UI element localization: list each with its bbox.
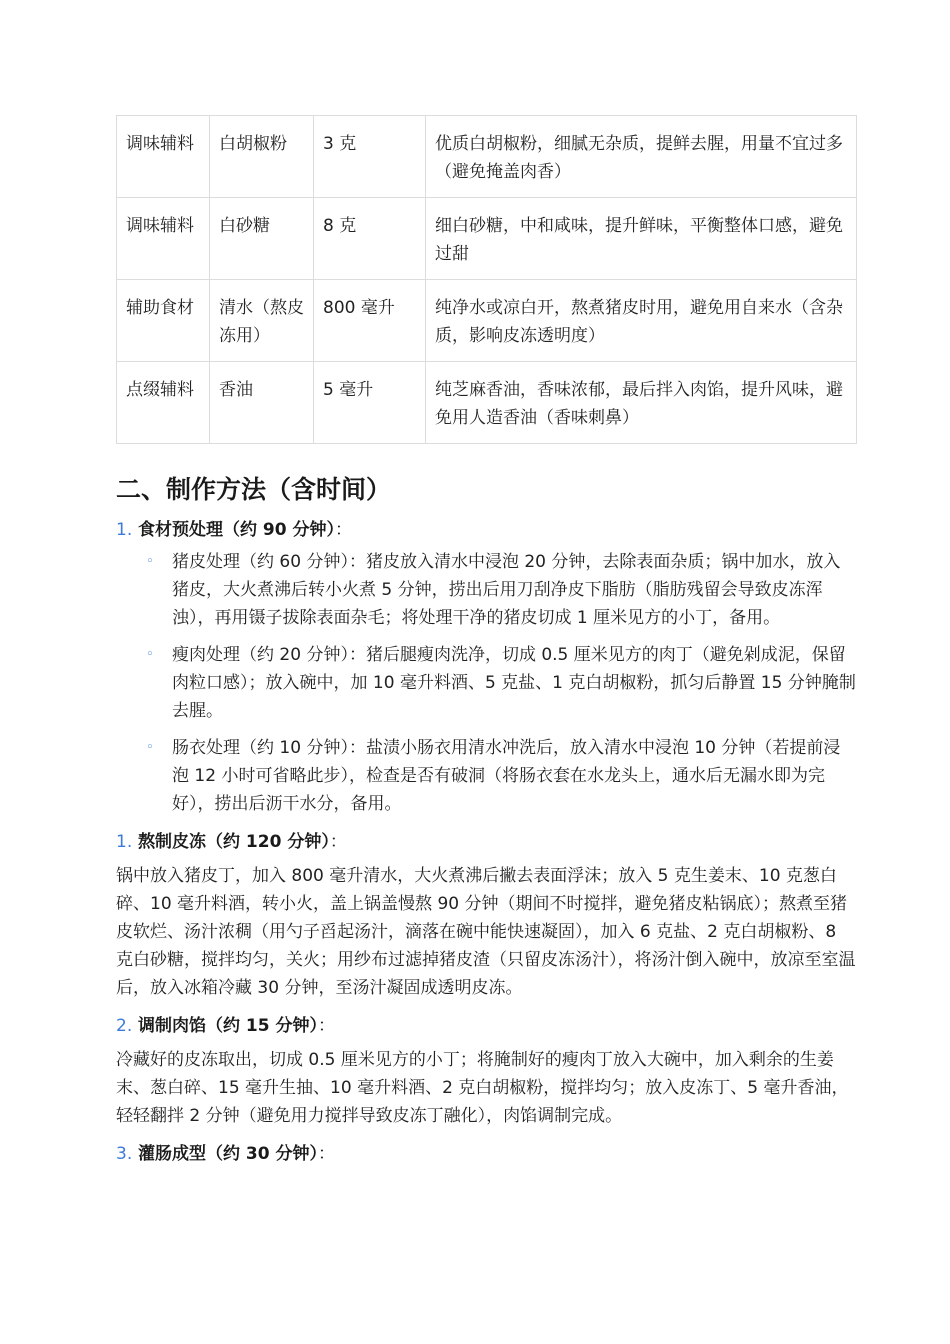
step-colon: ：: [318, 1016, 335, 1036]
hollow-bullet-icon: ◦: [146, 647, 154, 662]
step-number: 2.: [116, 1016, 133, 1036]
step-paragraph: 锅中放入猪皮丁，加入 800 毫升清水，大火煮沸后撇去表面浮沫；放入 5 克生姜末、10 克葱白碎、10 毫升料酒，转小火，盖上锅盖慢熬 90 分钟（期间不时搅拌，避免猪皮粘锅底）；熬煮至猪皮软烂、汤汁浓稠（用勺子舀起汤汁，滴落在碗中能快速凝固），加入 6 克盐、2 克白胡椒粉、8 克白砂糖，搅拌均匀，关火；用纱布过滤掉猪皮渣（只留皮冻汤汁），将汤汁倒入碗中，放凉至室温后，放入冰箱冷藏 30 分钟，至汤汁凝固成透明皮冻。: [116, 866, 856, 998]
amount-cell: 3 克: [314, 116, 426, 198]
document-page: [116, 115, 856, 1168]
ingredient-name-cell: 白砂糖: [210, 198, 314, 280]
sub-step-list: [116, 548, 856, 818]
amount-cell: 5 毫升: [314, 362, 426, 444]
category-cell: 调味辅料: [117, 198, 210, 280]
hollow-bullet-icon: ◦: [146, 554, 154, 569]
list-item: [116, 548, 856, 632]
note-cell: 优质白胡椒粉，细腻无杂质，提鲜去腥，用量不宜过多（避免掩盖肉香）: [426, 116, 857, 198]
sub-step-text: 瘦肉处理（约 20 分钟）：猪后腿瘦肉洗净，切成 0.5 厘米见方的肉丁（避免剁成泥，保留肉粒口感）；放入碗中，加 10 毫升料酒、5 克盐、1 克白胡椒粉，抓匀后静置 15 分钟腌制去腥。: [172, 645, 856, 721]
step-heading: [116, 828, 856, 856]
amount-cell: 8 克: [314, 198, 426, 280]
step-heading: [116, 1140, 856, 1168]
category-cell: 调味辅料: [117, 116, 210, 198]
table-row: [117, 198, 857, 280]
note-cell: 纯净水或凉白开，熬煮猪皮时用，避免用自来水（含杂质，影响皮冻透明度）: [426, 280, 857, 362]
step-paragraph: 冷藏好的皮冻取出，切成 0.5 厘米见方的小丁；将腌制好的瘦肉丁放入大碗中，加入剩余的生姜末、葱白碎、15 毫升生抽、10 毫升料酒、2 克白胡椒粉，搅拌均匀；放入皮冻丁、5 毫升香油，轻轻翻拌 2 分钟（避免用力搅拌导致皮冻丁融化），肉馅调制完成。: [116, 1050, 849, 1126]
table-row: [117, 280, 857, 362]
sub-step-text: 肠衣处理（约 10 分钟）：盐渍小肠衣用清水冲洗后，放入清水中浸泡 10 分钟（若提前浸泡 12 小时可省略此步），检查是否有破洞（将肠衣套在水龙头上，通水后无漏水即为完好），捞出后沥干水分，备用。: [172, 738, 841, 814]
section-heading: 二、制作方法（含时间）: [116, 475, 392, 504]
hollow-bullet-icon: ◦: [146, 740, 154, 755]
step-colon: ：: [329, 832, 347, 852]
ingredient-name-cell: 香油: [210, 362, 314, 444]
sub-step-text: 猪皮处理（约 60 分钟）：猪皮放入清水中浸泡 20 分钟，去除表面杂质；锅中加水，放入猪皮，大火煮沸后转小火煮 5 分钟，捞出后用刀刮净皮下脂肪（脂肪残留会导致皮冻浑浊），再用镊子拔除表面杂毛；将处理干净的猪皮切成 1 厘米见方的小丁，备用。: [172, 552, 841, 628]
step-heading: [116, 1012, 856, 1040]
step-heading: [116, 516, 856, 544]
step-title: 食材预处理（约 90 分钟）: [138, 520, 335, 540]
step-colon: ：: [318, 1144, 335, 1164]
list-item: [116, 641, 856, 725]
note-cell: 纯芝麻香油，香味浓郁，最后拌入肉馅，提升风味，避免用人造香油（香味刺鼻）: [426, 362, 857, 444]
step-number: 3.: [116, 1144, 133, 1164]
step-number: 1.: [116, 520, 133, 540]
ingredient-name-cell: 白胡椒粉: [210, 116, 314, 198]
step-title: 调制肉馅（约 15 分钟）: [138, 1016, 318, 1036]
ingredient-name-cell: 清水（熬皮冻用）: [210, 280, 314, 362]
ingredients-table: [116, 115, 857, 444]
category-cell: 辅助食材: [117, 280, 210, 362]
step-title: 熬制皮冻（约 120 分钟）: [138, 832, 330, 852]
amount-cell: 800 毫升: [314, 280, 426, 362]
table-row: [117, 362, 857, 444]
step-title: 灌肠成型（约 30 分钟）: [138, 1144, 318, 1164]
step-number: 1.: [116, 832, 133, 852]
table-row: [117, 116, 857, 198]
step-colon: ：: [335, 520, 352, 540]
list-item: [116, 734, 856, 818]
category-cell: 点缀辅料: [117, 362, 210, 444]
note-cell: 细白砂糖，中和咸味，提升鲜味，平衡整体口感，避免过甜: [426, 198, 857, 280]
